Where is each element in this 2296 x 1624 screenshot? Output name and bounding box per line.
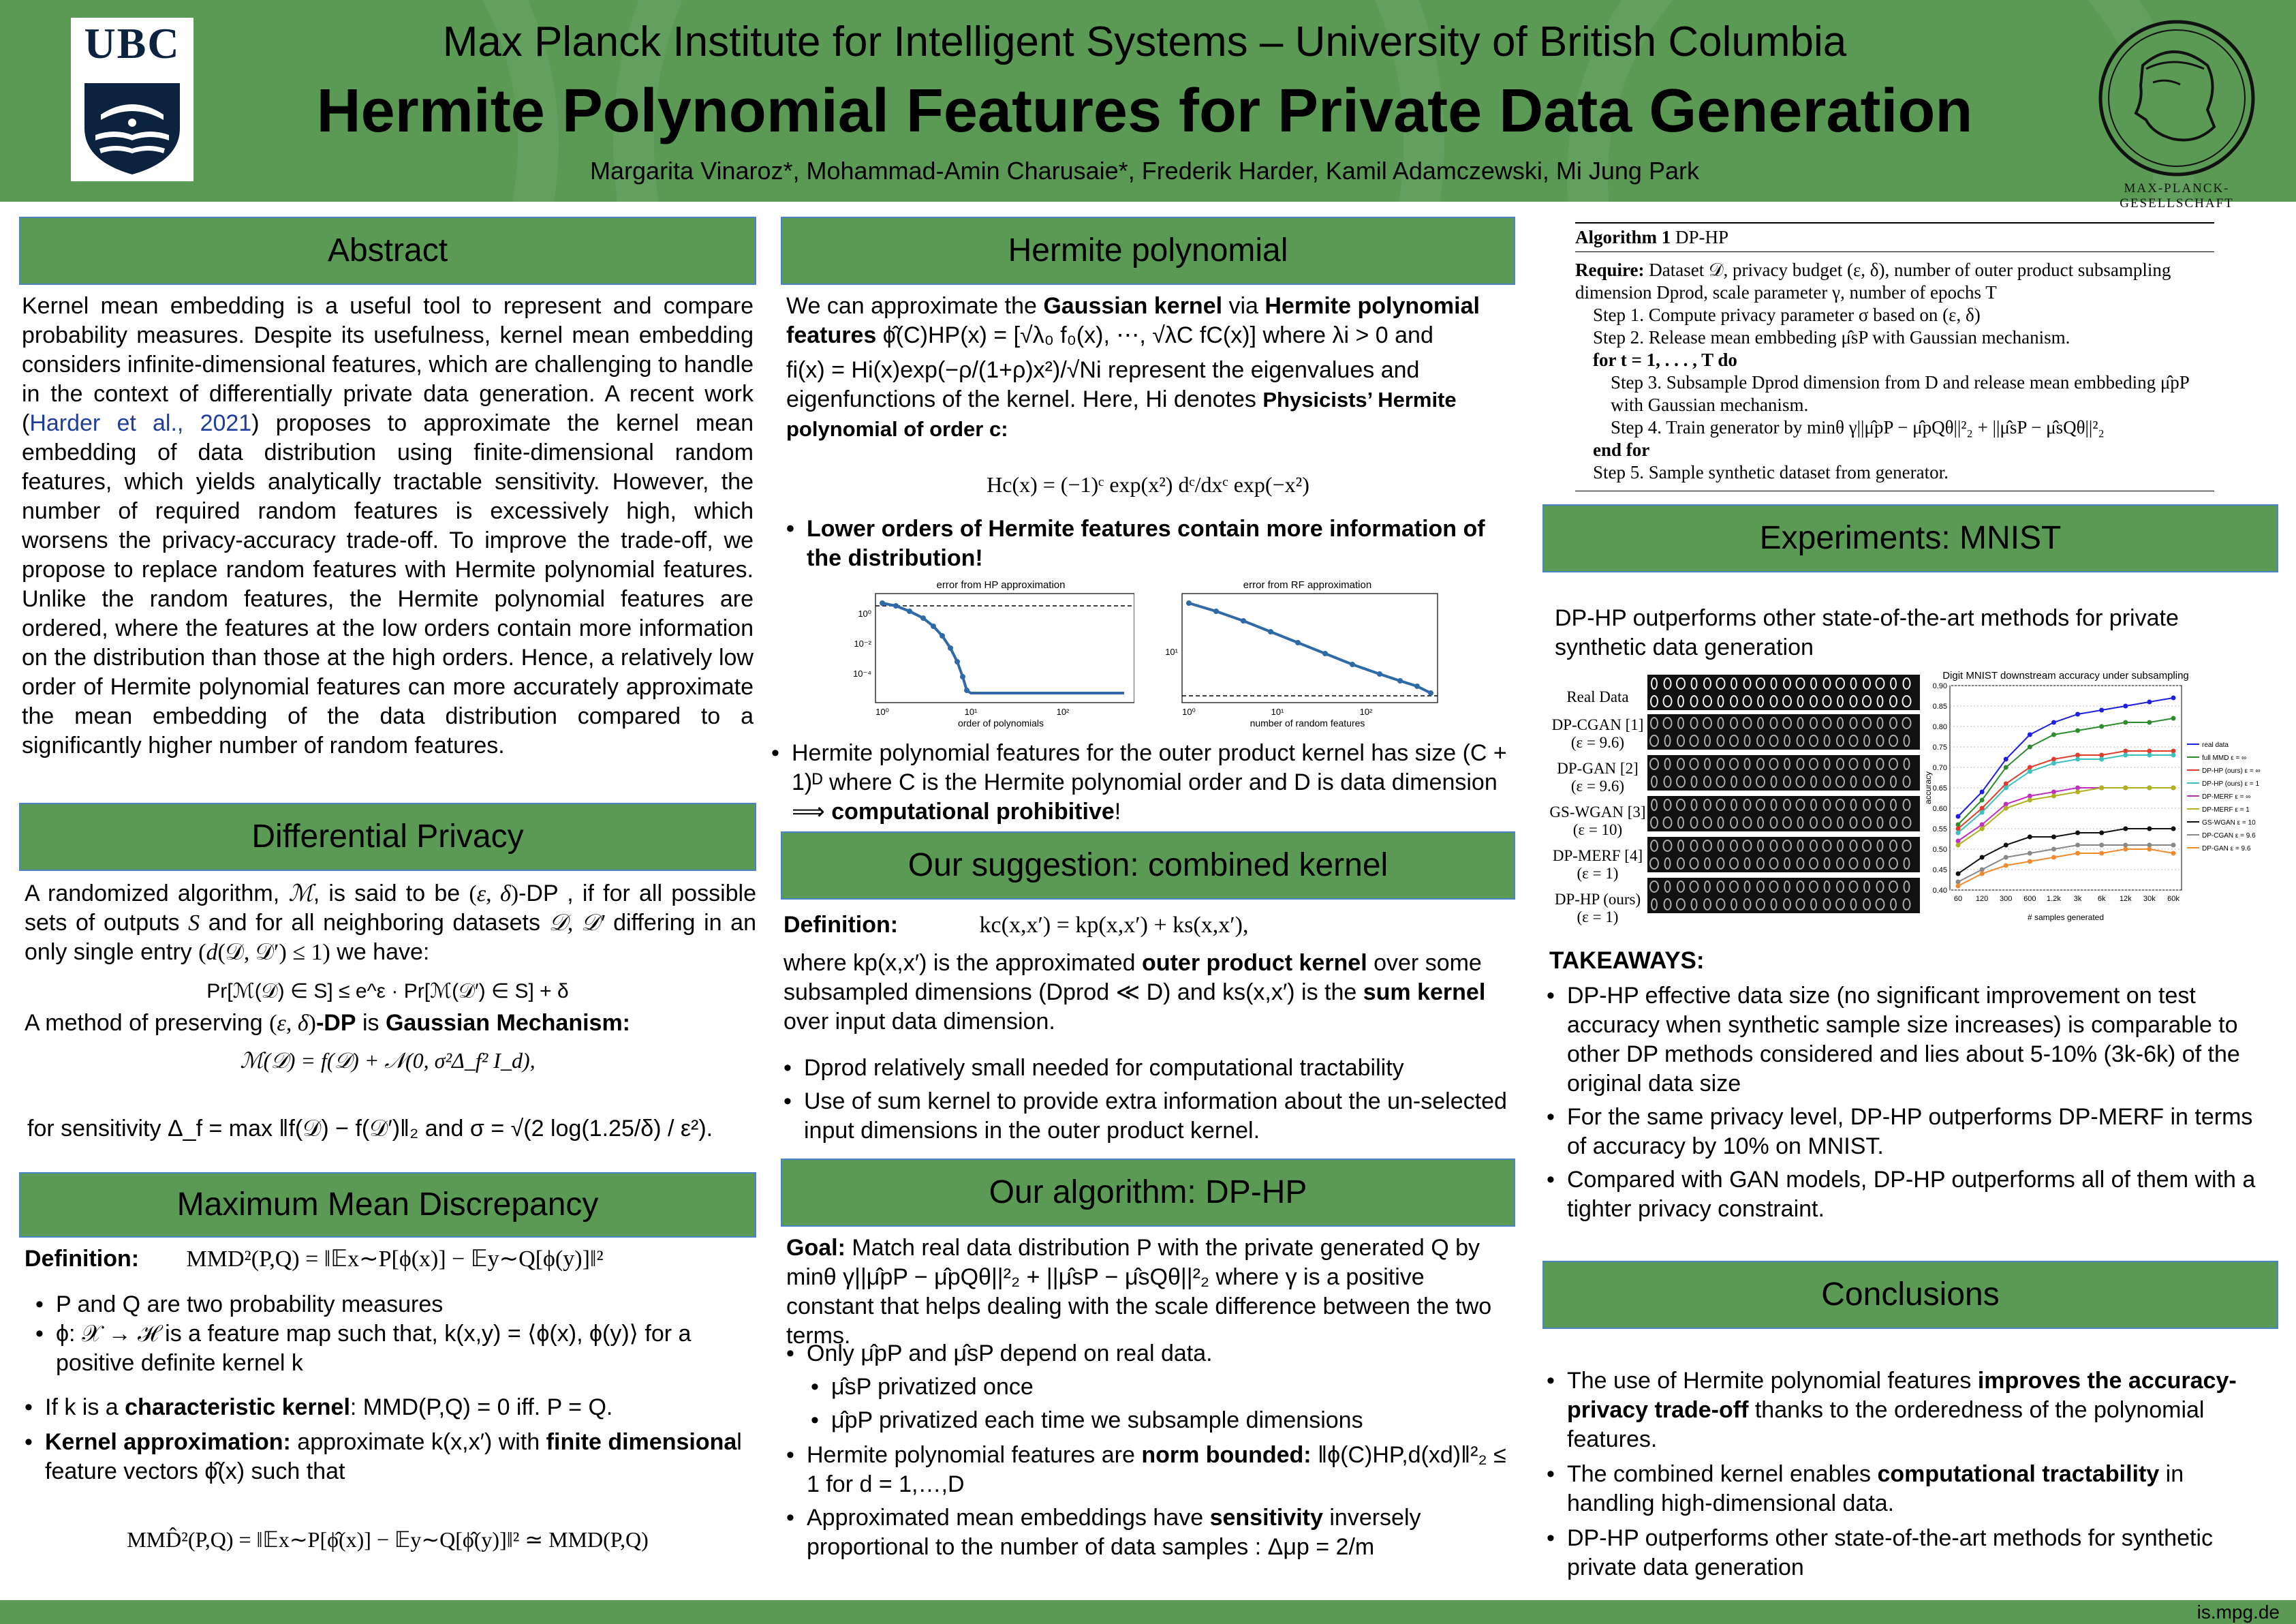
combined-kernel-equation: kc(x,x′) = kp(x,x′) + ks(x,x′), bbox=[979, 913, 1249, 938]
chart-point bbox=[2171, 843, 2176, 848]
chart-point bbox=[2004, 757, 2008, 762]
chart-point bbox=[2171, 786, 2176, 791]
chart-point bbox=[2099, 708, 2104, 713]
mmd-bullet: • P and Q are two probability measures bbox=[35, 1290, 756, 1319]
hermite-part: Hermite polynomial features bbox=[786, 293, 1480, 348]
dp-equation: Pr[ℳ(𝒟) ∈ S] ≤ e^ε · Pr[ℳ(𝒟′) ∈ S] + δ bbox=[206, 980, 569, 1002]
chart-point bbox=[2171, 827, 2176, 831]
dp-text: A method of preserving bbox=[25, 1010, 270, 1036]
chart-point bbox=[2004, 863, 2008, 868]
chart-series-line bbox=[1958, 845, 2173, 882]
institution-line: Max Planck Institute for Intelligent Systems – University of British Columbia bbox=[442, 18, 1847, 65]
chart-point bbox=[1980, 823, 1985, 827]
section-header-suggestion: Our suggestion: combined kernel bbox=[781, 831, 1515, 900]
chart-point bbox=[2147, 753, 2152, 758]
chart-point bbox=[2171, 716, 2176, 721]
chart-ytick: 0.75 bbox=[1932, 744, 1947, 752]
mmd-text: approximate k(x,x′) with bbox=[290, 1429, 546, 1455]
algo-loop: for t = 1, . . . , T do bbox=[1593, 350, 1737, 370]
hermite-part: Hermite polynomial features for the outer product kernel has size (C + 1)ᴰ where C is the Hermite polynomial order and D is data dimension ⟹ bbox=[792, 740, 1507, 825]
chart-point bbox=[2051, 761, 2056, 766]
experiments-intro: DP-HP outperforms other state-of-the-art methods for private synthetic data generation bbox=[1555, 605, 2179, 660]
takeaway-item: • Compared with GAN models, DP-HP outperforms all of them with a tighter privacy constraint. bbox=[1547, 1165, 2277, 1224]
chart-point bbox=[2123, 720, 2128, 725]
chart-point bbox=[2075, 729, 2080, 733]
legend-label: DP-CGAN ε = 9.6 bbox=[2202, 832, 2256, 840]
chart-point bbox=[2099, 851, 2104, 856]
dp-text: , is said to be bbox=[313, 880, 469, 906]
chart-point bbox=[2147, 843, 2152, 848]
algorithm-part: inversely proportional to the number of data samples : Δμp = 2/m bbox=[807, 1505, 1421, 1560]
hermite-part: Gaussian kernel bbox=[1043, 293, 1223, 319]
mmd-approx-equation: MMD̂²(P,Q) = ‖𝔼x∼P[ϕ̂(x)] − 𝔼y∼Q[ϕ̂(y)]‖² ≃ MMD(P,Q) bbox=[127, 1527, 649, 1552]
mmd-text: characteristic kernel bbox=[125, 1394, 350, 1420]
chart-ytick: 0.70 bbox=[1932, 764, 1947, 772]
plot-ytick: 10⁰ bbox=[858, 609, 871, 619]
chart-series-line bbox=[1958, 788, 2173, 845]
plot-xtick: 10⁰ bbox=[875, 707, 889, 717]
mmd-equation: MMD²(P,Q) = ‖𝔼x∼P[ϕ(x)] − 𝔼y∼Q[ϕ(y)]‖² bbox=[186, 1246, 604, 1272]
plot-xtick: 10¹ bbox=[964, 707, 978, 717]
chart-ytick: 0.60 bbox=[1932, 805, 1947, 813]
algorithm-subbullet: • μ̂sP privatized once bbox=[811, 1373, 1514, 1402]
chart-ytick: 0.40 bbox=[1932, 887, 1947, 895]
algo-title: Algorithm 1 bbox=[1575, 227, 1671, 247]
suggestion-bullet: • Dprod relatively small needed for computational tractability bbox=[784, 1054, 1512, 1083]
ubc-logo-text: UBC bbox=[84, 19, 181, 67]
chart-point bbox=[2123, 827, 2128, 831]
chart-xtick: 600 bbox=[2023, 895, 2036, 903]
chart-point bbox=[2123, 749, 2128, 754]
chart-ytick: 0.45 bbox=[1932, 866, 1947, 874]
chart-xlabel: # samples generated bbox=[2027, 913, 2105, 922]
mmd-bullets-2 bbox=[25, 1393, 756, 1486]
mmd-text: finite dimensiona bbox=[546, 1429, 737, 1455]
chart-point bbox=[2171, 753, 2176, 758]
abstract-part: ) proposes to approximate the kernel mean embedding of data distribution using finite-dimensional random features, which yields analytically tractable sensitivity. However, the number of required random features is excessively high, which worsens the privacy-accuracy trade-off. To improve the trade-off, we propose to replace random features with Hermite polynomial features. Unlike the random features, the Hermite polynomial features are ordered, where the features at the low orders contain more information on the distribution than those at the high orders. Hence, a relatively low order of Hermite polynomial features can more accurately approximate the mean embedding of the data distribution compared to a significantly higher number of random features. bbox=[22, 410, 754, 759]
chart-point bbox=[2051, 835, 2056, 840]
hermite-part: ϕ̂(C)HP(x) = [√λ₀ f₀(x), ⋯, √λC fC(x)] where λi > 0 and bbox=[876, 322, 1433, 348]
minerva-icon bbox=[2078, 18, 2276, 181]
legend-label: DP-MERF ε = 1 bbox=[2202, 806, 2250, 814]
chart-point bbox=[2051, 847, 2056, 852]
chart-point bbox=[2051, 720, 2056, 725]
dp-text: -DP , if for all possible sets of outputs bbox=[25, 880, 757, 936]
suggestion-text bbox=[784, 949, 1512, 1037]
algorithm-bullet: • Only μ̂pP and μ̂sP depend on real data. bbox=[786, 1339, 1514, 1368]
takeaway-item: • For the same privacy level, DP-HP outperforms DP-MERF in terms of accuracy by 10% on MNIST. bbox=[1547, 1103, 2277, 1161]
chart-point bbox=[1956, 872, 1961, 876]
algo-name: DP-HP bbox=[1675, 227, 1729, 247]
plot-xlabel: order of polynomials bbox=[957, 718, 1044, 729]
legend-label: full MMD ε = ∞ bbox=[2202, 754, 2247, 762]
hermite-bullet-2 bbox=[771, 739, 1514, 827]
ubc-shield-icon bbox=[80, 80, 184, 176]
chart-title: Digit MNIST downstream accuracy under subsampling bbox=[1942, 670, 2189, 681]
hermite-part: computational prohibitive bbox=[831, 799, 1115, 825]
row-label-eps: (ε = 1) bbox=[1577, 908, 1619, 925]
abstract-text bbox=[22, 292, 754, 761]
chart-point bbox=[2004, 782, 2008, 786]
conclusion-item: • DP-HP outperforms other state-of-the-art methods for synthetic private data generation bbox=[1547, 1524, 2277, 1582]
algorithm-part: Hermite polynomial features are bbox=[807, 1442, 1142, 1468]
hermite-text bbox=[786, 292, 1512, 444]
chart-ytick: 0.65 bbox=[1932, 784, 1947, 793]
chart-point bbox=[2147, 786, 2152, 791]
chart-ytick: 0.50 bbox=[1932, 846, 1947, 854]
row-label-eps: (ε = 9.6) bbox=[1570, 778, 1625, 795]
chart-point bbox=[2028, 765, 2032, 770]
algorithm-bullet bbox=[786, 1441, 1514, 1499]
chart-point bbox=[2075, 786, 2080, 791]
section-header-abstract: Abstract bbox=[19, 217, 756, 285]
poster-title: Hermite Polynomial Features for Private Data Generation bbox=[316, 77, 1973, 145]
chart-point bbox=[2051, 794, 2056, 799]
mmd-text: Kernel approximation: bbox=[45, 1429, 291, 1455]
algorithm-bullet bbox=[786, 1503, 1514, 1562]
legend-label: DP-GAN ε = 9.6 bbox=[2202, 845, 2251, 853]
row-label-eps: (ε = 1) bbox=[1577, 865, 1619, 882]
abstract-part: Kernel mean embedding is a useful tool to represent and compare probability measures. Despite its usefulness, kernel mean embedding considers infinite-dimensional features, which are challenging to handle in the context of differentially private data generation. A recent work ( bbox=[22, 293, 754, 436]
hermite-equation: Hc(x) = (−1)ᶜ exp(x²) dᶜ/dxᶜ exp(−x²) bbox=[987, 472, 1309, 497]
chart-xtick: 12k bbox=[2119, 895, 2132, 903]
chart-point bbox=[2147, 749, 2152, 754]
algorithm-bullets bbox=[786, 1339, 1514, 1562]
chart-point bbox=[1980, 790, 1985, 795]
plot-xlabel: number of random features bbox=[1250, 718, 1365, 729]
suggestion-part: outer product kernel bbox=[1142, 950, 1367, 976]
algorithm-part: Approximated mean embeddings have bbox=[807, 1505, 1210, 1531]
plot-title: error from RF approximation bbox=[1243, 579, 1372, 591]
hp-error-curve bbox=[882, 603, 1124, 693]
plot-xtick: 10⁰ bbox=[1182, 707, 1196, 717]
algo-step: Step 1. Compute privacy parameter σ based on (ε, δ) bbox=[1593, 305, 1981, 325]
chart-point bbox=[2004, 765, 2008, 770]
chart-ytick: 0.80 bbox=[1932, 723, 1947, 731]
chart-point bbox=[2171, 749, 2176, 754]
chart-point bbox=[2028, 733, 2032, 737]
mmd-bullets bbox=[35, 1290, 756, 1378]
chart-point bbox=[2075, 790, 2080, 795]
takeaways-title: TAKEAWAYS: bbox=[1549, 947, 1705, 974]
mmd-text: l feature vectors ϕ̂(x) such that bbox=[45, 1429, 742, 1484]
chart-point bbox=[2099, 831, 2104, 836]
mmd-definition bbox=[25, 1244, 756, 1274]
mmd-text: If k is a bbox=[45, 1394, 125, 1420]
chart-point bbox=[2171, 696, 2176, 701]
chart-ylabel: accuracy bbox=[1923, 771, 1933, 805]
plot-xtick: 10¹ bbox=[1271, 707, 1284, 717]
chart-point bbox=[2051, 733, 2056, 737]
chart-point bbox=[2123, 753, 2128, 758]
hermite-part: fi(x) = Hi(x)exp(−ρ/(1+ρ)x²)/√Ni represent the eigenvalues and eigenfunctions of the kernel. Here, Hi denotes bbox=[786, 357, 1420, 412]
chart-point bbox=[1956, 880, 1961, 885]
chart-ytick: 0.90 bbox=[1932, 682, 1947, 690]
chart-xtick: 300 bbox=[2000, 895, 2013, 903]
plot-ytick: 10⁻⁴ bbox=[853, 669, 871, 679]
plot-frame bbox=[875, 594, 1134, 703]
sensitivity-formula: for sensitivity Δ_f = max ‖f(𝒟) − f(𝒟′)‖₂ and σ = √(2 log(1.25/δ) / ε²). bbox=[27, 1116, 713, 1142]
section-header-mmd: Maximum Mean Discrepancy bbox=[19, 1172, 756, 1238]
suggestion-bullets bbox=[784, 1054, 1512, 1146]
mmd-bullet bbox=[25, 1393, 756, 1422]
mpg-logo-text: MAX-PLANCK-GESELLSCHAFT bbox=[2120, 181, 2234, 211]
dp-text: A randomized algorithm, bbox=[25, 880, 289, 906]
algo-step: Step 5. Sample synthetic dataset from generator. bbox=[1593, 462, 1949, 482]
chart-point bbox=[2028, 835, 2032, 840]
conclusion-part: thanks to the orderedness of the polynomial features. bbox=[1567, 1397, 2205, 1452]
chart-point bbox=[2147, 720, 2152, 725]
chart-point bbox=[2075, 831, 2080, 836]
legend-label: real data bbox=[2202, 741, 2229, 749]
sample-row-labels bbox=[1547, 685, 1649, 926]
chart-xtick: 6k bbox=[2097, 895, 2106, 903]
conclusion-part: in handling high-dimensional data. bbox=[1567, 1461, 2184, 1516]
dp-text: -DP bbox=[315, 1010, 356, 1036]
chart-ytick: 0.85 bbox=[1932, 703, 1947, 711]
definition-label: Definition: bbox=[25, 1246, 140, 1272]
mmd-bullet bbox=[25, 1428, 756, 1486]
dp-text: and for all neighboring datasets bbox=[200, 910, 549, 936]
chart-point bbox=[1956, 831, 1961, 836]
gaussian-mechanism-equation: ℳ(𝒟) = f(𝒟) + 𝒩(0, σ²Δ_f² I_d), bbox=[240, 1048, 536, 1073]
definition-label: Definition: bbox=[784, 912, 899, 938]
chart-point bbox=[2123, 843, 2128, 848]
chart-point bbox=[2028, 859, 2032, 864]
chart-point bbox=[2123, 847, 2128, 852]
algorithm-goal bbox=[786, 1234, 1514, 1351]
chart-point bbox=[2171, 851, 2176, 856]
dp-definition: A randomized algorithm, ℳ, is said to be (ε, δ)-DP , if for all possible sets of outputs S and for all neighboring datasets 𝒟, 𝒟′ differing in an only single entry (d(𝒟, 𝒟′) ≤ 1) we have: bbox=[25, 880, 757, 965]
algorithm-box bbox=[1575, 222, 2214, 491]
plot-title: error from HP approximation bbox=[936, 579, 1066, 591]
algorithm-subbullet: • μ̂pP privatized each time we subsample dimensions bbox=[811, 1406, 1514, 1435]
chart-point bbox=[2028, 798, 2032, 803]
chart-point bbox=[2028, 851, 2032, 856]
algo-loop: end for bbox=[1593, 440, 1650, 460]
chart-point bbox=[1956, 839, 1961, 844]
algo-step: Step 3. Subsample Dprod dimension from D and release mean embbeding μ̂pP with Gaussian mechanism. bbox=[1611, 372, 2189, 415]
suggestion-part: sum kernel bbox=[1363, 979, 1486, 1005]
chart-point bbox=[2123, 704, 2128, 709]
algorithm-part: sensitivity bbox=[1209, 1505, 1323, 1531]
hermite-part: We can approximate the bbox=[786, 293, 1044, 319]
chart-point bbox=[1980, 872, 1985, 876]
dp-text: differing in an only single entry bbox=[25, 910, 756, 965]
conclusion-part: The use of Hermite polynomial features bbox=[1567, 1368, 1978, 1394]
chart-point bbox=[1956, 843, 1961, 848]
hp-error-plot bbox=[821, 576, 1134, 729]
chart-point bbox=[2099, 786, 2104, 791]
chart-series-line bbox=[1958, 829, 2173, 874]
chart-point bbox=[1956, 823, 1961, 827]
row-label: Real Data bbox=[1566, 688, 1629, 705]
conclusion-part: computational tractability bbox=[1877, 1461, 2160, 1487]
plot-xtick: 10² bbox=[1359, 707, 1373, 717]
chart-point bbox=[2123, 786, 2128, 791]
chart-point bbox=[2004, 855, 2008, 860]
algorithm-part: Goal: bbox=[786, 1235, 846, 1261]
chart-point bbox=[2147, 700, 2152, 705]
row-label: DP-MERF [4] bbox=[1552, 847, 1643, 864]
suggestion-definition bbox=[784, 910, 1514, 940]
chart-xtick: 60 bbox=[1953, 895, 1963, 903]
algo-require: Dataset 𝒟, privacy budget (ε, δ), number of outer product subsampling dimension Dprod, scale parameter γ, number of epochs T bbox=[1575, 260, 2171, 303]
chart-point bbox=[1956, 814, 1961, 819]
chart-xtick: 3k bbox=[2073, 895, 2082, 903]
row-label-eps: (ε = 9.6) bbox=[1570, 734, 1625, 751]
chart-point bbox=[2075, 843, 2080, 848]
chart-ytick: 0.55 bbox=[1932, 825, 1947, 833]
plot-ytick: 10⁻² bbox=[854, 639, 871, 649]
author-list: Margarita Vinaroz*, Mohammad-Amin Charusaie*, Frederik Harder, Kamil Adamczewski, Mi Jung Park bbox=[590, 157, 1699, 185]
chart-series-line bbox=[1958, 788, 2173, 841]
chart-point bbox=[2075, 712, 2080, 717]
chart-point bbox=[2004, 843, 2008, 848]
mpg-logo bbox=[2078, 18, 2276, 211]
section-header-experiments: Experiments: MNIST bbox=[1542, 504, 2278, 572]
rf-error-curve bbox=[1189, 603, 1431, 693]
chart-point bbox=[1956, 884, 1961, 889]
algo-step: Step 2. Release mean embbeding μ̂sP with Gaussian mechanism. bbox=[1593, 327, 2070, 348]
row-label: DP-GAN [2] bbox=[1557, 760, 1639, 777]
hermite-part: Physicists’ Hermite polynomial of order c: bbox=[786, 388, 1457, 441]
chart-series-line bbox=[1958, 849, 2173, 886]
rf-error-plot bbox=[1141, 576, 1441, 729]
dp-text: Gaussian Mechanism: bbox=[385, 1010, 630, 1036]
chart-point bbox=[1956, 827, 1961, 831]
chart-point bbox=[2075, 753, 2080, 758]
sample-row bbox=[1647, 878, 1920, 913]
chart-xtick: 120 bbox=[1975, 895, 1989, 903]
chart-point bbox=[1980, 798, 1985, 803]
poster-footer bbox=[0, 1600, 2296, 1624]
takeaways-list bbox=[1547, 981, 2277, 1224]
chart-point bbox=[2028, 745, 2032, 750]
chart-point bbox=[2099, 753, 2104, 758]
chart-point bbox=[2099, 724, 2104, 729]
chart-xtick: 60k bbox=[2167, 895, 2179, 903]
sample-row bbox=[1647, 755, 1920, 791]
row-label-eps: (ε = 10) bbox=[1572, 821, 1623, 838]
hermite-part: via bbox=[1222, 293, 1265, 319]
algo-mid-rule bbox=[1575, 251, 2214, 252]
row-label: DP-HP (ours) bbox=[1554, 891, 1641, 908]
conclusions-list bbox=[1547, 1366, 2277, 1582]
hp-error-points bbox=[880, 600, 969, 693]
chart-point bbox=[2004, 786, 2008, 791]
chart-point bbox=[2028, 794, 2032, 799]
chart-xtick: 1.2k bbox=[2047, 895, 2061, 903]
dp-text: we have: bbox=[330, 939, 430, 965]
mmd-bullet: • ϕ: 𝒳 → ℋ is a feature map such that, k(x,y) = ⟨ϕ(x), ϕ(y)⟩ for a positive definite kernel k bbox=[35, 1319, 756, 1378]
plot-xtick: 10² bbox=[1056, 707, 1070, 717]
legend-label: DP-HP (ours) ε = 1 bbox=[2202, 780, 2260, 788]
chart-point bbox=[1980, 868, 1985, 872]
dp-gaussian-mechanism: A method of preserving (ε, δ)-DP is Gaussian Mechanism: bbox=[25, 1010, 630, 1036]
suggestion-bullet: • Use of sum kernel to provide extra information about the un-selected input dimensions in the outer product kernel. bbox=[784, 1087, 1512, 1146]
hermite-part: ! bbox=[1114, 799, 1121, 825]
chart-point bbox=[2075, 757, 2080, 762]
ubc-logo bbox=[71, 18, 193, 181]
citation-link[interactable]: Harder et al., 2021 bbox=[29, 410, 252, 436]
plot-ytick: 10¹ bbox=[1165, 647, 1178, 657]
conclusion-part: improves the accuracy-privacy trade-off bbox=[1567, 1368, 2237, 1423]
chart-point bbox=[2075, 851, 2080, 856]
chart-point bbox=[2051, 855, 2056, 860]
row-label: GS-WGAN [3] bbox=[1549, 803, 1646, 821]
conclusion-part: The combined kernel enables bbox=[1567, 1461, 1878, 1487]
conclusion-item bbox=[1547, 1460, 2277, 1518]
legend-label: DP-MERF ε = ∞ bbox=[2202, 793, 2251, 801]
chart-point bbox=[2147, 847, 2152, 852]
algorithm-part: norm bounded: bbox=[1141, 1442, 1312, 1468]
suggestion-part: over some subsampled dimensions (Dprod ≪ D) and ks(x,x′) is the bbox=[784, 950, 1482, 1005]
hermite-bullet bbox=[771, 739, 1514, 827]
legend-label: GS-WGAN ε = 10 bbox=[2202, 819, 2256, 827]
chart-series-line bbox=[1958, 718, 2173, 825]
suggestion-part: over input data dimension. bbox=[784, 1009, 1055, 1035]
chart-point bbox=[2004, 802, 2008, 807]
takeaway-item: • DP-HP effective data size (no significant improvement on test accuracy when synthetic sample size increases) is comparable to other DP methods considered and lies about 5-10% (3k-6k) of the original data size bbox=[1547, 981, 2277, 1099]
dp-text: is bbox=[356, 1010, 386, 1036]
suggestion-part: where kp(x,x′) is the approximated bbox=[784, 950, 1143, 976]
generated-samples-grid bbox=[1647, 675, 1920, 920]
chart-point bbox=[2028, 769, 2032, 774]
row-label: DP-CGAN [1] bbox=[1551, 716, 1644, 733]
conclusion-item bbox=[1547, 1366, 2277, 1454]
accuracy-chart bbox=[1923, 669, 2277, 928]
section-header-hermite: Hermite polynomial bbox=[781, 217, 1515, 285]
chart-point bbox=[2004, 806, 2008, 811]
chart-point bbox=[1980, 855, 1985, 860]
chart-point bbox=[2099, 757, 2104, 762]
footer-url[interactable]: is.mpg.de bbox=[2197, 1602, 2280, 1623]
section-header-algorithm: Our algorithm: DP-HP bbox=[781, 1159, 1515, 1227]
chart-point bbox=[1980, 827, 1985, 831]
algorithm-part: ‖ϕ(C)HP,d(xd)‖²₂ ≤ 1 for d = 1,…,D bbox=[807, 1442, 1506, 1497]
algorithm-part: Match real data distribution P with the private generated Q by minθ γ||μ̂pP − μ̂pQθ||²₂ + ||μ̂sP − μ̂sQθ||²₂ where γ is a positive constant that helps dealing with the scale difference between the two terms. bbox=[786, 1235, 1492, 1349]
mmd-text: : MMD(P,Q) = 0 iff. P = Q. bbox=[350, 1394, 613, 1420]
algo-step: Step 4. Train generator by minθ γ||μ̂pP − μ̂pQθ||²₂ + ||μ̂sP − μ̂sQθ||²₂ bbox=[1611, 417, 2105, 438]
chart-point bbox=[2051, 757, 2056, 762]
chart-point bbox=[2099, 843, 2104, 848]
chart-point bbox=[2147, 827, 2152, 831]
legend-label: DP-HP (ours) ε = ∞ bbox=[2202, 767, 2261, 775]
algo-require-label: Require: bbox=[1575, 260, 1645, 280]
hermite-bullet-1 bbox=[786, 515, 1512, 573]
chart-point bbox=[2051, 790, 2056, 795]
chart-point bbox=[1980, 810, 1985, 815]
section-header-conclusions: Conclusions bbox=[1542, 1261, 2278, 1329]
section-header-dp: Differential Privacy bbox=[19, 803, 756, 871]
chart-xtick: 30k bbox=[2143, 895, 2156, 903]
hermite-bullet: • Lower orders of Hermite features contain more information of the distribution! bbox=[786, 515, 1512, 573]
